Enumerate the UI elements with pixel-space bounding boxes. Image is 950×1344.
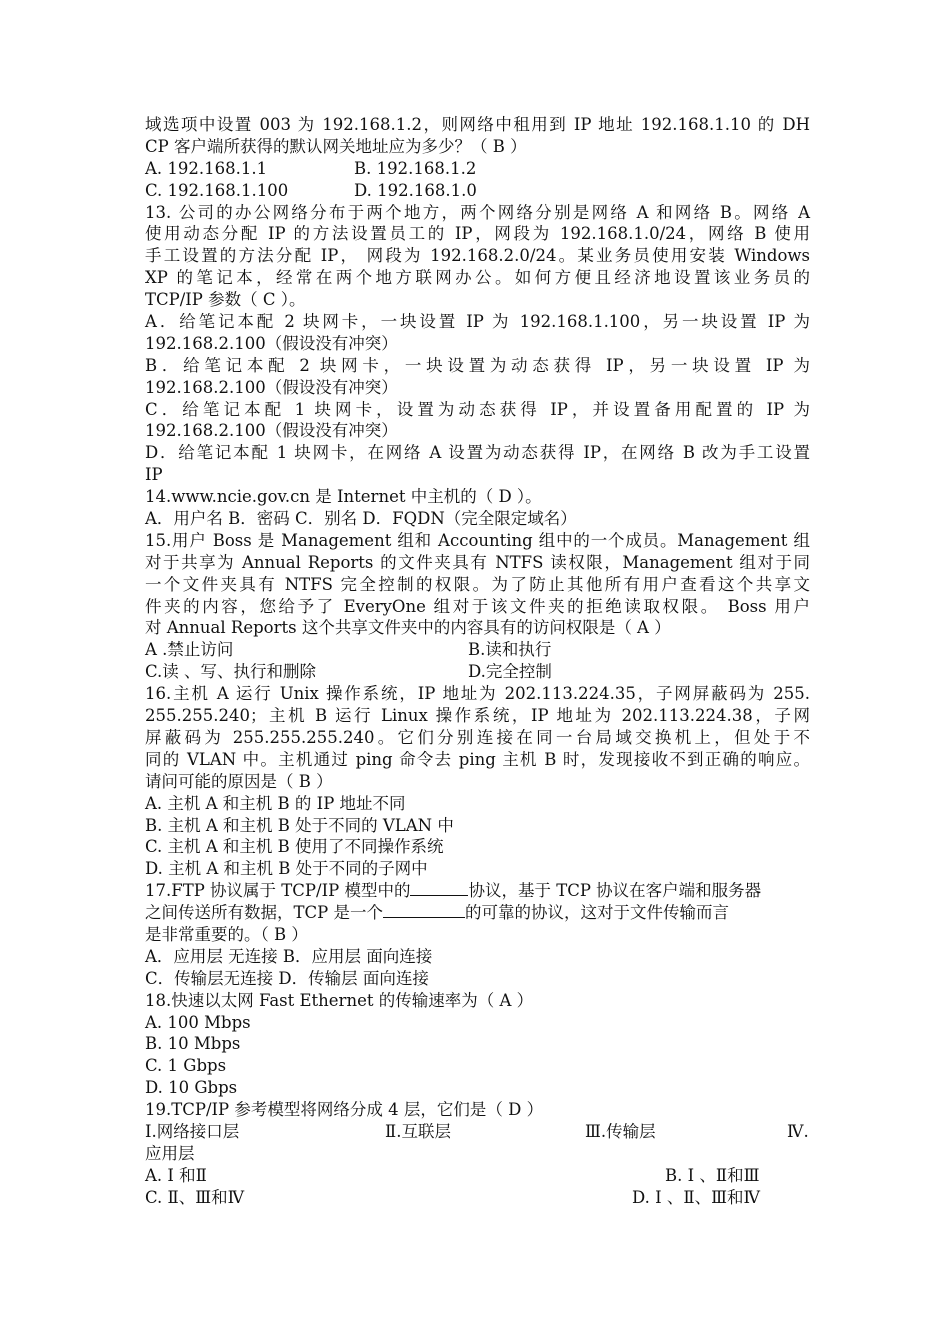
option-a: A. 主机 A 和主机 B 的 IP 地址不同 xyxy=(145,793,406,813)
option-b: B. 192.168.1.2 xyxy=(354,158,477,178)
text-segment: 的可靠的协议，这对于文件传输而言 xyxy=(464,903,729,923)
text-line: 192.168.2.100（假设没有冲突） xyxy=(145,377,398,397)
text-line: 同的 VLAN 中。主机通过 ping 命令去 ping 主机 B 时，发现接收不到正确的响应。 xyxy=(145,749,810,769)
text-line: 请问可能的原因是（ B ） xyxy=(145,771,333,791)
option-b: B. 10 Mbps xyxy=(145,1034,241,1054)
option-row xyxy=(145,1165,810,1187)
text-line: 对 Annual Reports 这个共享文件夹中的内容具有的访问权限是（ A ） xyxy=(145,618,671,638)
text-line: 一个文件夹具有 NTFS 完全控制的权限。为了防止其他所有用户查看这个共享文 xyxy=(145,574,810,594)
option-row: A．用户名 B．密码 C．别名 D．FQDN（完全限定域名） xyxy=(145,509,577,529)
text-line: 对于共享为 Annual Reports 的文件夹具有 NTFS 读权限，Management 组对于同 xyxy=(145,552,810,572)
option-b: B.读和执行 xyxy=(468,640,552,660)
layer-list-row xyxy=(145,1121,810,1143)
option-c: C.读 、写、执行和删除 xyxy=(145,662,317,682)
option-d: D.完全控制 xyxy=(468,662,552,682)
text-segment: 17.FTP 协议属于 TCP/IP 模型中的 xyxy=(145,881,411,901)
text-line: 是非常重要的。（ B ） xyxy=(145,924,308,944)
layer-item: Ⅳ. xyxy=(787,1121,809,1141)
question-14-text: 14.www.ncie.gov.cn 是 Internet 中主机的（ D ）。 xyxy=(145,487,542,507)
option-row xyxy=(145,639,810,661)
option-d: D．给笔记本配 1 块网卡，在网络 A 设置为动态获得 IP，在网络 B 改为手工设置 xyxy=(145,443,810,463)
text-line: 应用层 xyxy=(145,1143,195,1163)
text-segment: 之间传送所有数据，TCP 是一个 xyxy=(145,903,383,923)
option-row xyxy=(145,1187,810,1209)
text-segment: 协议，基于 TCP 协议在客户端和服务器 xyxy=(468,881,762,901)
option-c: C. 主机 A 和主机 B 使用了不同操作系统 xyxy=(145,837,444,857)
text-line: IP xyxy=(145,465,163,485)
option-c: C．给笔记本配 1 块网卡，设置为动态获得 IP，并设置备用配置的 IP 为 xyxy=(145,399,810,419)
option-d: D. 主机 A 和主机 B 处于不同的子网中 xyxy=(145,859,428,879)
option-b: B. 主机 A 和主机 B 处于不同的 VLAN 中 xyxy=(145,815,454,835)
question-15-text: 15.用户 Boss 是 Management 组和 Accounting 组中的一个成员。Management 组 xyxy=(145,530,810,550)
text-line: CP 客户端所获得的默认网关地址应为多少？（ B ） xyxy=(145,136,527,156)
text-line: TCP/IP 参数（ C ）。 xyxy=(145,290,306,310)
text-line: 手工设置的方法分配 IP， 网段为 192.168.2.0/24。某业务员使用安装 Windows xyxy=(145,246,810,266)
option-c: C. 192.168.1.100 xyxy=(145,180,289,200)
text-line: 使用动态分配 IP 的方法设置员工的 IP，网段为 192.168.1.0/24，网络 B 使用 xyxy=(145,224,810,244)
text-line: 192.168.2.100（假设没有冲突） xyxy=(145,421,398,441)
option-c: C. Ⅱ、Ⅲ和Ⅳ xyxy=(145,1187,245,1207)
option-a: A .禁止访问 xyxy=(145,640,234,660)
option-row: A．应用层 无连接 B．应用层 面向连接 xyxy=(145,946,433,966)
option-a: A. 100 Mbps xyxy=(145,1012,251,1032)
question-17-text xyxy=(145,880,810,902)
text-line: 域选项中设置 003 为 192.168.1.2，则网络中租用到 IP 地址 192.168.1.10 的 DH xyxy=(145,115,810,134)
option-row xyxy=(145,158,810,180)
text-line: 屏蔽码为 255.255.255.240。它们分别连接在同一台局域交换机上，但处于不 xyxy=(145,727,810,747)
question-13-text: 13. 公司的办公网络分布于两个地方，两个网络分别是网络 A 和网络 B。网络 A xyxy=(145,202,810,222)
option-d: D. 10 Gbps xyxy=(145,1078,238,1098)
option-b: B．给笔记本配 2 块网卡，一块设置为动态获得 IP，另一块设置 IP 为 xyxy=(145,355,810,375)
option-row: C．传输层无连接 D．传输层 面向连接 xyxy=(145,968,429,988)
text-line: 192.168.2.100（假设没有冲突） xyxy=(145,333,398,353)
option-d: D. Ⅰ 、Ⅱ、Ⅲ和Ⅳ xyxy=(632,1187,761,1207)
question-16-text: 16.主机 A 运行 Unix 操作系统，IP 地址为 202.113.224.35，子网屏蔽码为 255. xyxy=(145,684,810,704)
option-a: A. 192.168.1.1 xyxy=(145,158,268,178)
option-c: C. 1 Gbps xyxy=(145,1056,227,1076)
question-text xyxy=(145,114,810,1209)
option-a: A．给笔记本配 2 块网卡，一块设置 IP 为 192.168.1.100，另一块设置 IP 为 xyxy=(145,312,810,332)
text-line: XP 的笔记本，经常在两个地方联网办公。如何方便且经济地设置该业务员的 xyxy=(145,268,810,288)
option-row xyxy=(145,661,810,683)
question-18-text: 18.快速以太网 Fast Ethernet 的传输速率为（ A ） xyxy=(145,990,534,1010)
option-a: A. Ⅰ 和Ⅱ xyxy=(145,1165,207,1185)
text-line xyxy=(145,902,810,924)
fill-blank-line xyxy=(383,902,465,918)
question-19-text: 19.TCP/IP 参考模型将网络分成 4 层，它们是（ D ） xyxy=(145,1100,544,1120)
layer-item: Ⅱ.互联层 xyxy=(385,1121,451,1141)
text-line: 件夹的内容，您给予了 EveryOne 组对于该文件夹的拒绝读取权限。 Boss 用户 xyxy=(145,596,810,616)
option-b: B. Ⅰ 、Ⅱ和Ⅲ xyxy=(665,1165,760,1185)
layer-item: Ⅰ.网络接口层 xyxy=(145,1121,240,1141)
option-d: D. 192.168.1.0 xyxy=(354,180,477,200)
fill-blank-line xyxy=(410,880,468,896)
layer-item: Ⅲ.传输层 xyxy=(585,1121,656,1141)
text-line: 255.255.240；主机 B 运行 Linux 操作系统，IP 地址为 202.113.224.38，子网 xyxy=(145,706,810,726)
option-row xyxy=(145,180,810,202)
